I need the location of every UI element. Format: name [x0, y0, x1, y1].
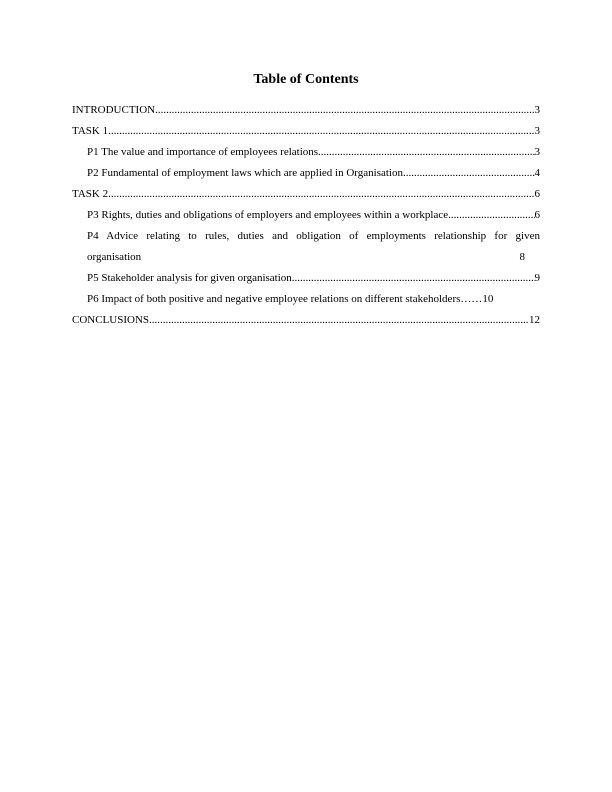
toc-entry-task-1[interactable]	[72, 121, 540, 142]
toc-page-number: 9	[534, 272, 540, 284]
toc-entry-task-2[interactable]	[72, 184, 540, 205]
toc-page-number: 12	[529, 314, 540, 326]
dot-leader	[448, 205, 534, 226]
toc-entry-conclusions[interactable]	[72, 310, 540, 331]
toc-entry-p3[interactable]	[72, 205, 540, 226]
dot-leader	[292, 268, 535, 289]
toc-entry-p4[interactable]	[72, 226, 540, 268]
toc-entry-p1[interactable]	[72, 142, 540, 163]
toc-entry-label: TASK 1	[72, 125, 109, 137]
dot-leader	[108, 184, 534, 205]
toc-entry-label: CONCLUSIONS	[72, 314, 150, 326]
toc-entry-label: P3 Rights, duties and obligations of employers and employees within a workplace	[87, 209, 449, 221]
dot-leader	[108, 121, 534, 142]
toc-page-number: 3	[534, 125, 540, 137]
dot-leader	[155, 100, 534, 121]
dot-leader	[403, 163, 535, 184]
toc-page-number: 6	[534, 188, 540, 200]
toc-entry-label-continued: organisation	[87, 251, 142, 263]
dot-leader	[141, 247, 519, 268]
toc-page-number: 6	[534, 209, 540, 221]
toc-entry-label: P6 Impact of both positive and negative employee relations on different stakeholders	[87, 293, 461, 305]
toc-entry-p5[interactable]	[72, 268, 540, 289]
toc-entry-label: INTRODUCTION	[72, 104, 156, 116]
toc-page-number: 8	[519, 251, 525, 263]
toc-entry-label: P1 The value and importance of employees relations	[87, 146, 319, 158]
toc-page-number: 3	[534, 146, 540, 158]
dot-leader	[318, 142, 534, 163]
ellipsis-leader: ……	[460, 293, 483, 305]
toc-page-number: 3	[534, 104, 540, 116]
table-of-contents	[72, 100, 540, 331]
dot-leader	[149, 310, 529, 331]
toc-page-number: 10	[482, 293, 494, 305]
toc-entry-label: P2 Fundamental of employment laws which are applied in Organisation	[87, 167, 403, 179]
toc-page-number: 4	[534, 167, 540, 179]
toc-entry-label: P5 Stakeholder analysis for given organisation	[87, 272, 292, 284]
toc-entry-p6[interactable]	[72, 289, 540, 310]
toc-entry-label: TASK 2	[72, 188, 109, 200]
toc-entry-label: P4 Advice relating to rules, duties and obligation of employments relationship for given	[87, 230, 540, 242]
toc-entry-p2[interactable]	[72, 163, 540, 184]
toc-title: Table of Contents	[253, 72, 359, 87]
toc-entry-introduction[interactable]	[72, 100, 540, 121]
